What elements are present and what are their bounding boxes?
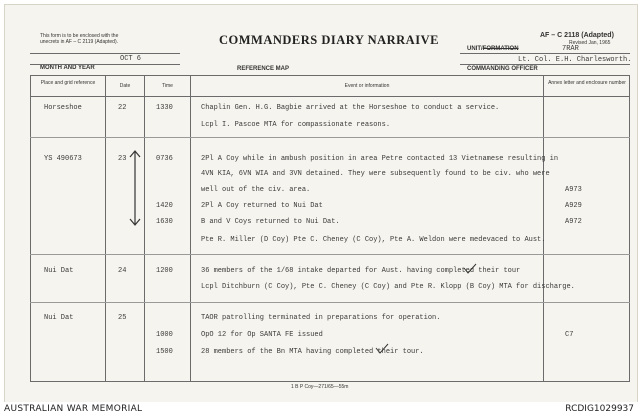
hand-drawn-arrow-icon [124,148,146,230]
table-right-border [629,75,630,382]
enclose-note: This form is to be enclosed with the unecrets in AF – C 2119 (Adapted). [40,33,119,45]
entry-text: Lcpl I. Pascoe MTA for compassionate reasons. [201,121,391,129]
footer-record-id: RCDIG1029937 [565,404,634,414]
commanding-officer-label: COMMANDING OFFICER [467,66,538,72]
table-bottom-border [30,381,630,382]
entry-text: Chaplin Gen. H.G. Bagbie arrived at the Horseshoe to conduct a service. [201,104,500,112]
unit-formation-label: UNIT/FORMATION [467,46,519,52]
print-note: 1 B P Coy—271/65—55m [291,384,349,390]
entry-date: 24 [118,267,127,275]
entry-time: 0736 [156,155,173,163]
table-top-border [30,75,630,76]
entry-time: 1500 [156,348,173,356]
commanding-officer-value: Lt. Col. E.H. Charlesworth. [518,56,632,64]
entry-text: 4VN KIA, 6VN WIA and 3VN detained. They were subsequently found to be civ. who were [201,170,550,178]
entry-annex: C7 [565,331,574,339]
entry-text: B and V Coys returned to Nui Dat. [201,218,340,226]
table-left-border [30,75,31,382]
form-code: AF – C 2118 (Adapted) [540,32,614,39]
footer-institution: AUSTRALIAN WAR MEMORIAL [4,404,143,414]
column-header-annex: Annex letter and enclosure number [548,80,626,86]
reference-map-label: REFERENCE MAP [237,66,290,72]
entry-date: 23 [118,155,127,163]
entry-time: 1420 [156,202,173,210]
section-divider [30,254,630,255]
entry-text: well out of the civ. area. [201,186,311,194]
section-divider [30,302,630,303]
entry-time: 1330 [156,104,173,112]
column-header-date: Date [119,83,131,89]
month-year-label: MONTH AND YEAR [40,65,95,71]
rule-line [30,64,180,65]
entry-text: 2Pl A Coy while in ambush position in area Petre contacted 13 Vietnamese resulting in [201,155,559,163]
entry-place: YS 490673 [44,155,82,163]
entry-text: 28 members of the Bn MTA having completed their tour. [201,348,424,356]
entry-text: TAOR patrolling terminated in preparations for operation. [201,314,441,322]
hand-tick-icon [374,342,390,356]
entry-time: 1000 [156,331,173,339]
unit-value: 7RAR [562,45,579,53]
entry-date: 22 [118,104,127,112]
entry-text: 36 members of the 1/68 intake departed for Aust. having completed their tour [201,267,521,275]
hand-tick-icon [462,262,478,276]
column-divider [190,75,191,382]
entry-time: 1630 [156,218,173,226]
entry-text: OpO 12 for Op SANTA FE issued [201,331,323,339]
table-header-border [30,96,630,97]
rule-line [30,53,180,54]
entry-place: Nui Dat [44,314,74,322]
rule-line [460,64,630,65]
column-divider [105,75,106,382]
section-divider [30,137,630,138]
entry-time: 1200 [156,267,173,275]
column-header-time: Time [162,83,173,89]
entry-place: Horseshoe [44,104,82,112]
revised-note: Revised Jan, 1965 [569,40,611,46]
column-divider [543,75,544,382]
entry-annex: A972 [565,218,582,226]
entry-text: Lcpl Ditchburn (C Coy), Pte C. Cheney (C Coy) and Pte R. Klopp (B Coy) MTA for discharge. [201,283,575,291]
month-year-value: OCT 6 [120,55,142,63]
entry-annex: A973 [565,186,582,194]
column-header-place: Place and grid reference [40,80,96,86]
page-title: COMMANDERS DIARY NARRAIVE [219,33,439,47]
entry-date: 25 [118,314,127,322]
entry-text: Pte R. Miller (D Coy) Pte C. Cheney (C Coy), Pte A. Weldon were medevaced to Aust. [201,236,546,244]
rule-line [460,53,630,54]
entry-place: Nui Dat [44,267,74,275]
column-header-event: Event or information [344,83,390,89]
entry-text: 2Pl A Coy returned to Nui Dat [201,202,323,210]
entry-annex: A929 [565,202,582,210]
